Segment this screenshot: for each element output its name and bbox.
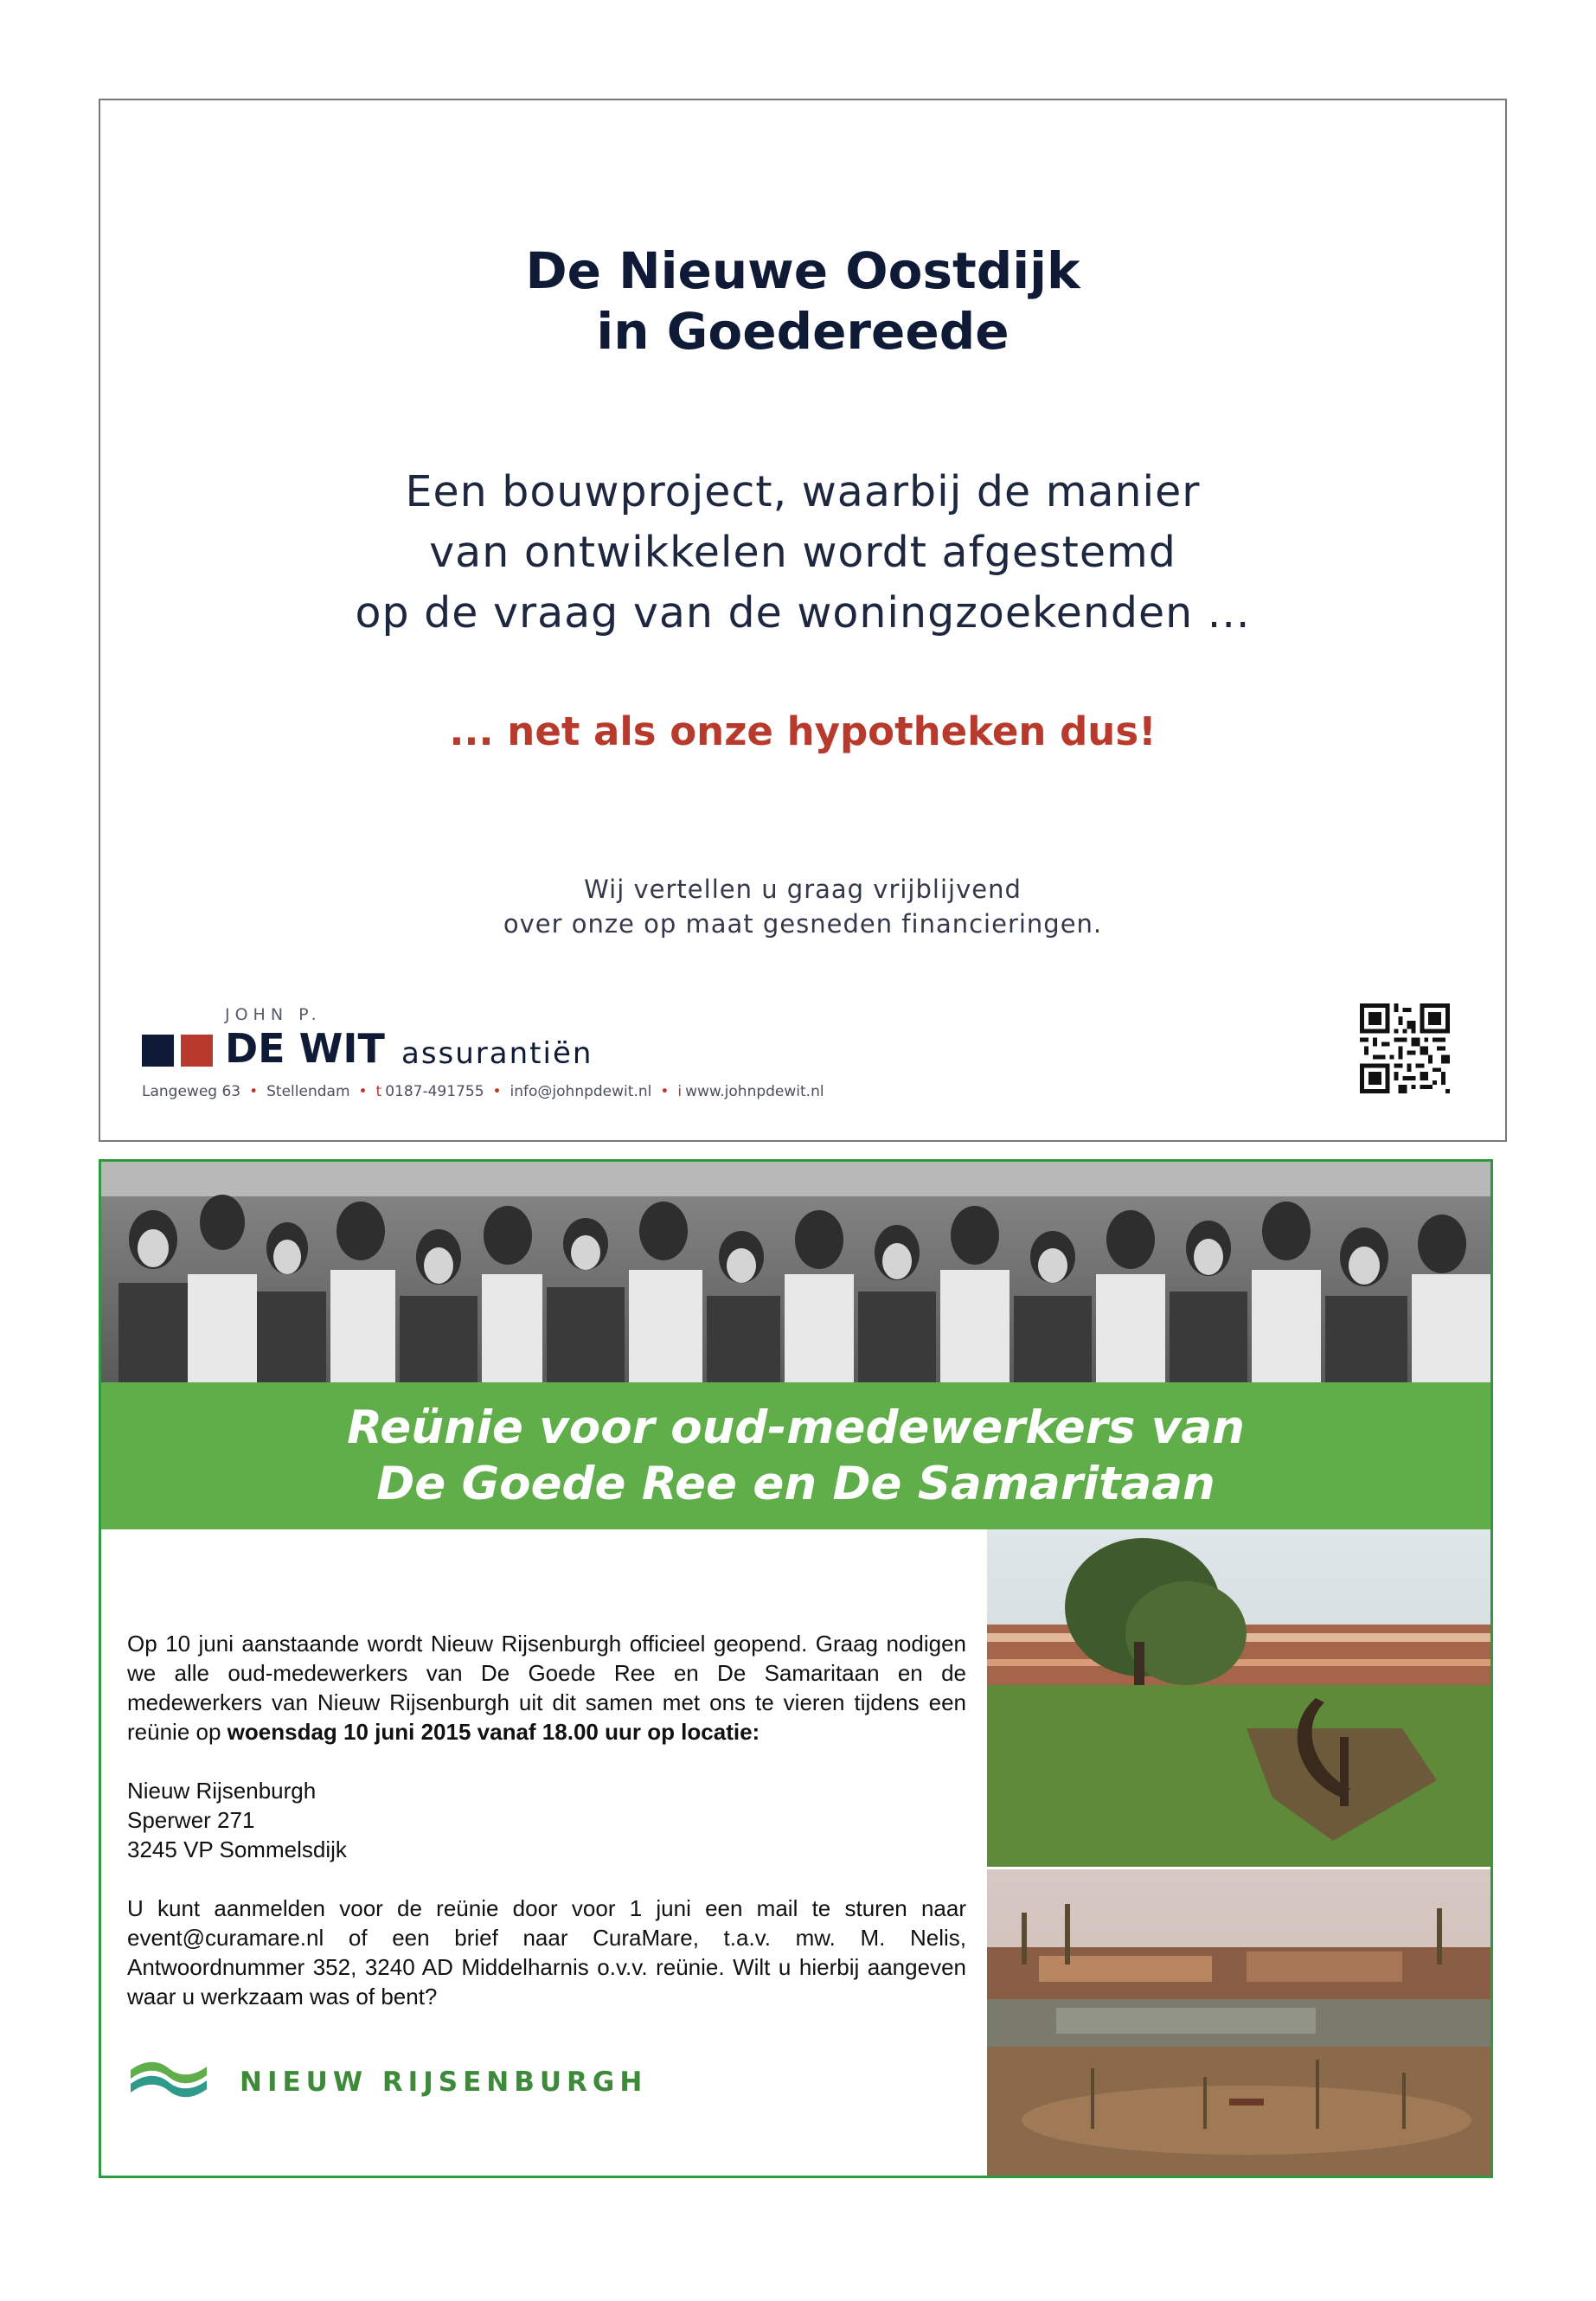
intro-paragraph <box>127 1629 966 1747</box>
separator-dot: • <box>492 1083 502 1100</box>
banner-title-line-2: De Goede Ree en De Samaritaan <box>376 1458 1215 1510</box>
contact-website[interactable]: www.johnpdewit.nl <box>685 1083 824 1100</box>
historic-building-photo <box>987 1869 1490 2176</box>
ad-invite-line-1: Wij vertellen u graag vrijblijvend <box>584 875 1022 904</box>
qr-code-icon <box>1360 1003 1450 1093</box>
logo-main-text: DE WIT <box>225 1025 385 1072</box>
ad-title-line-2: in Goedereede <box>596 302 1010 361</box>
separator-dot: • <box>249 1083 259 1100</box>
separator-dot: • <box>660 1083 670 1100</box>
contact-phone: 0187-491755 <box>385 1083 484 1100</box>
ad-body-line-3: op de vraag van de woningzoekenden ... <box>355 588 1251 638</box>
banner-title-line-1: Reünie voor oud-medewerkers van <box>347 1401 1245 1454</box>
logo-suffix-text: assurantiën <box>401 1036 593 1071</box>
crowd-photo <box>101 1162 1490 1382</box>
contact-email[interactable]: info@johnpdewit.nl <box>510 1083 652 1100</box>
phone-prefix: t <box>375 1083 382 1100</box>
logo-text: NIEUW RIJSENBURGH <box>240 2067 648 2098</box>
ad-body-line-2: van ontwikkelen wordt afgestemd <box>429 528 1176 577</box>
mortgage-advertisement <box>99 99 1507 1142</box>
separator-dot: • <box>358 1083 368 1100</box>
garden-sculpture-photo <box>987 1529 1490 1867</box>
address-block <box>127 1776 966 1864</box>
ad-body-line-1: Een bouwproject, waarbij de manier <box>405 467 1201 516</box>
logo-square-navy <box>142 1035 174 1067</box>
intro-bold-date: woensdag 10 juni 2015 vanaf 18.00 uur op locatie: <box>227 1719 760 1745</box>
logo-square-red <box>181 1035 213 1067</box>
registration-paragraph: U kunt aanmelden voor de reünie door voor 1 juni een mail te sturen naar event@curamare.nl of een brief naar CuraMare, t.a.v. mw. M. Nelis, Antwoordnummer 352, 3240 AD Middelharnis o.v.v. reünie. Wilt u hierbij aangeven waar u werkzaam was of bent? <box>127 1895 966 2009</box>
contact-street: Langeweg 63 <box>142 1083 241 1100</box>
reunion-text-column <box>127 1629 966 2011</box>
reunion-banner <box>101 1382 1490 1529</box>
nieuw-rijsenburgh-logo <box>127 2054 648 2106</box>
contact-line <box>142 1083 824 1100</box>
address-line-2: Sperwer 271 <box>127 1807 255 1833</box>
waves-icon <box>127 2054 210 2103</box>
dewit-logo <box>142 1005 626 1072</box>
contact-city: Stellendam <box>266 1083 350 1100</box>
ad-invite-line-2: over onze op maat gesneden financieringen. <box>503 909 1103 939</box>
reunion-advertisement <box>99 1159 1493 2178</box>
ad-tagline: ... net als onze hypotheken dus! <box>449 708 1157 754</box>
web-prefix: i <box>677 1083 683 1100</box>
address-line-3: 3245 VP Sommelsdijk <box>127 1836 347 1862</box>
intro-text: Op 10 juni aanstaande wordt Nieuw Rijsenburgh officieel geopend. Graag nodigen we alle oud-medewerkers van De Goede Ree en De Samaritaan en de medewerkers van Nieuw Rijsenburgh uit dit samen met ons te vieren tijdens een reünie op <box>127 1631 966 1745</box>
address-line-1: Nieuw Rijsenburgh <box>127 1778 317 1804</box>
logo-small-text: JOHN P. <box>225 1005 322 1024</box>
ad-title-line-1: De Nieuwe Oostdijk <box>525 241 1080 300</box>
